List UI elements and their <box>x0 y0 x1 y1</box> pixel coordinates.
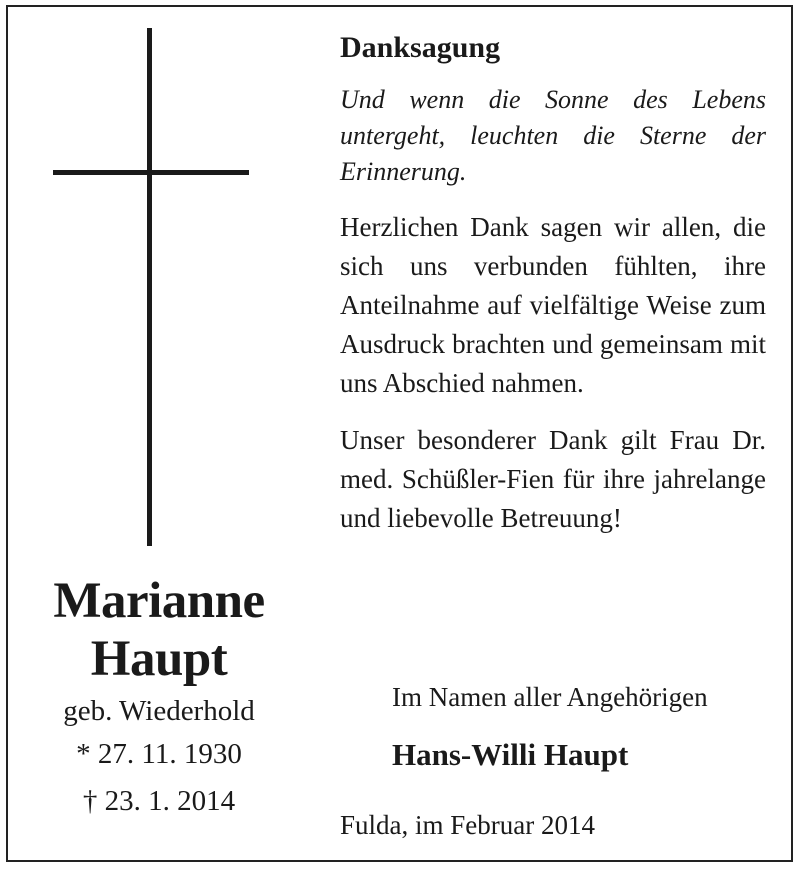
thank-you-text <box>340 28 766 556</box>
notice-heading: Danksagung <box>340 31 501 64</box>
birth-date: * 27. 11. 1930 <box>76 738 242 770</box>
first-name: Marianne <box>53 573 265 629</box>
cross-horizontal-bar <box>53 170 249 175</box>
deceased-info <box>20 572 298 824</box>
place-date: Fulda, im Februar 2014 <box>340 810 595 840</box>
cross-vertical-bar <box>147 28 152 546</box>
special-thanks-paragraph: Unser besonderer Dank gilt Frau Dr. med. Schüßler-Fien für ihre jahrelange und liebevolle Betreuung! <box>340 425 766 533</box>
signature-block <box>340 677 766 775</box>
birth-name: geb. Wiederhold <box>63 695 255 727</box>
signer-name: Hans-Willi Haupt <box>392 737 629 772</box>
on-behalf-line: Im Namen aller Angehörigen <box>392 682 708 712</box>
thanks-paragraph: Herzlichen Dank sagen wir allen, die sich uns verbunden fühlten, ihre Anteilnahme auf vielfältige Weise zum Ausdruck brachten und gemeinsam mit uns Abschied nahmen. <box>340 212 766 398</box>
last-name: Haupt <box>90 631 228 687</box>
death-date: † 23. 1. 2014 <box>82 785 236 817</box>
motto-quote: Und wenn die Sonne des Lebens untergeht, leuchten die Sterne der Erinnerung. <box>340 85 766 186</box>
